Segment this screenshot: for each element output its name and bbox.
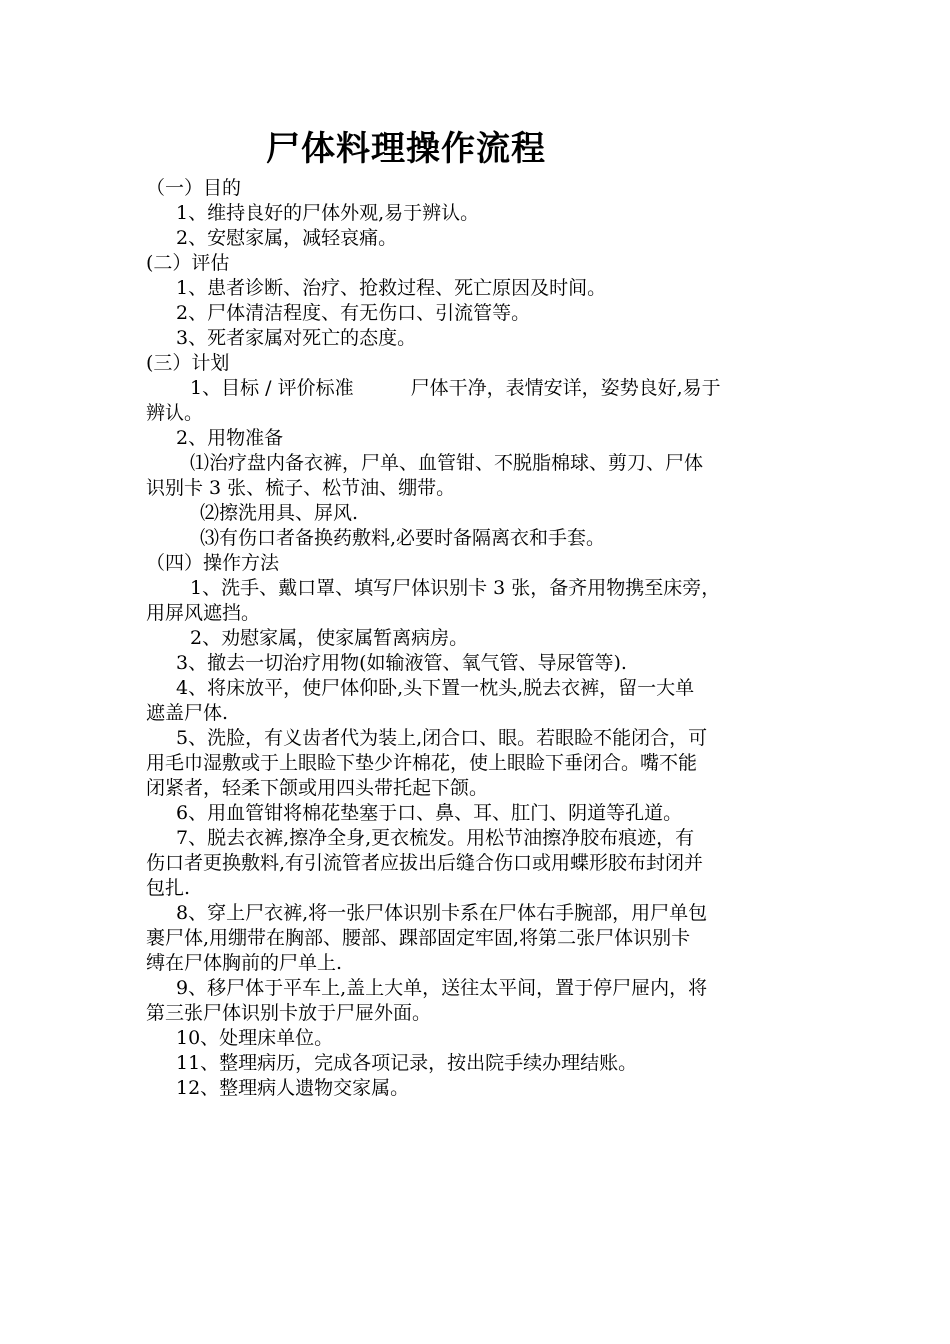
paragraph-line: 7、脱去衣裤,擦净全身,更衣梳发。用松节油擦净胶布痕迹，有 (176, 827, 695, 849)
paragraph-line: 1、维持良好的尸体外观,易于辨认。 (176, 202, 480, 224)
paragraph-line: 1、患者诊断、治疗、抢救过程、死亡原因及时间。 (176, 277, 607, 299)
paragraph-line: 闭紧者，轻柔下颌或用四头带托起下颌。 (146, 777, 489, 799)
paragraph-line: 3、死者家属对死亡的态度。 (176, 327, 417, 349)
paragraph-line: ⑴治疗盘内备衣裤，尸单、血管钳、不脱脂棉球、剪刀、尸体 (190, 452, 704, 474)
document-title: 尸体料理操作流程 (266, 129, 546, 169)
paragraph-line: 用毛巾湿敷或于上眼睑下垫少许棉花，使上眼睑下垂闭合。嘴不能 (146, 752, 698, 774)
section-heading: (三）计划 (146, 352, 230, 374)
paragraph-line: 2、安慰家属，减轻哀痛。 (176, 227, 398, 249)
paragraph-line: 用屏风遮挡。 (146, 602, 261, 624)
paragraph-line: 2、劝慰家属，使家属暂离病房。 (190, 627, 469, 649)
paragraph-line: 10、处理床单位。 (176, 1027, 334, 1049)
paragraph-line: 缚在尸体胸前的尸单上. (146, 952, 343, 974)
section-heading: (二）评估 (146, 252, 230, 274)
paragraph-line: 伤口者更换敷料,有引流管者应拔出后缝合伤口或用蝶形胶布封闭并 (146, 852, 704, 874)
paragraph-line: 4、将床放平，使尸体仰卧,头下置一枕头,脱去衣裤，留一大单 (176, 677, 695, 699)
paragraph-line: 第三张尸体识别卡放于尸屉外面。 (146, 1002, 432, 1024)
section-heading: （四）操作方法 (146, 552, 280, 574)
paragraph-line: 裹尸体,用绷带在胸部、腰部、踝部固定牢固,将第二张尸体识别卡 (146, 927, 691, 949)
paragraph-line: 包扎. (146, 877, 191, 899)
paragraph-line: 9、移尸体于平车上,盖上大单，送往太平间，置于停尸屉内，将 (176, 977, 708, 999)
paragraph-line: ⑶有伤口者备换药敷料,必要时备隔离衣和手套。 (200, 527, 606, 549)
paragraph-line: 11、整理病历，完成各项记录，按出院手续办理结账。 (176, 1052, 638, 1074)
paragraph-line: 5、洗脸，有义齿者代为装上,闭合口、眼。若眼睑不能闭合，可 (176, 727, 708, 749)
paragraph-line: 2、尸体清洁程度、有无伤口、引流管等。 (176, 302, 531, 324)
paragraph-line: 12、整理病人遗物交家属。 (176, 1077, 410, 1099)
paragraph-line: 1、洗手、戴口罩、填写尸体识别卡 3 张，备齐用物携至床旁， (190, 577, 721, 599)
section-heading: （一）目的 (146, 177, 242, 199)
paragraph-line: 2、用物准备 (176, 427, 284, 449)
paragraph-line: 3、撤去一切治疗用物(如输液管、氧气管、导尿管等). (176, 652, 627, 674)
paragraph-line: 识别卡 3 张、梳子、松节油、绷带。 (146, 477, 456, 499)
paragraph-line: 遮盖尸体. (146, 702, 229, 724)
paragraph-line: 8、穿上尸衣裤,将一张尸体识别卡系在尸体右手腕部，用尸单包 (176, 902, 708, 924)
paragraph-line: 辨认。 (146, 402, 204, 424)
paragraph-line: ⑵擦洗用具、屏风. (200, 502, 359, 524)
paragraph-line: 1、目标 / 评价标准 尸体干净，表情安详，姿势良好,易于 (190, 377, 721, 399)
paragraph-line: 6、用血管钳将棉花垫塞于口、鼻、耳、肛门、阴道等孔道。 (176, 802, 683, 824)
